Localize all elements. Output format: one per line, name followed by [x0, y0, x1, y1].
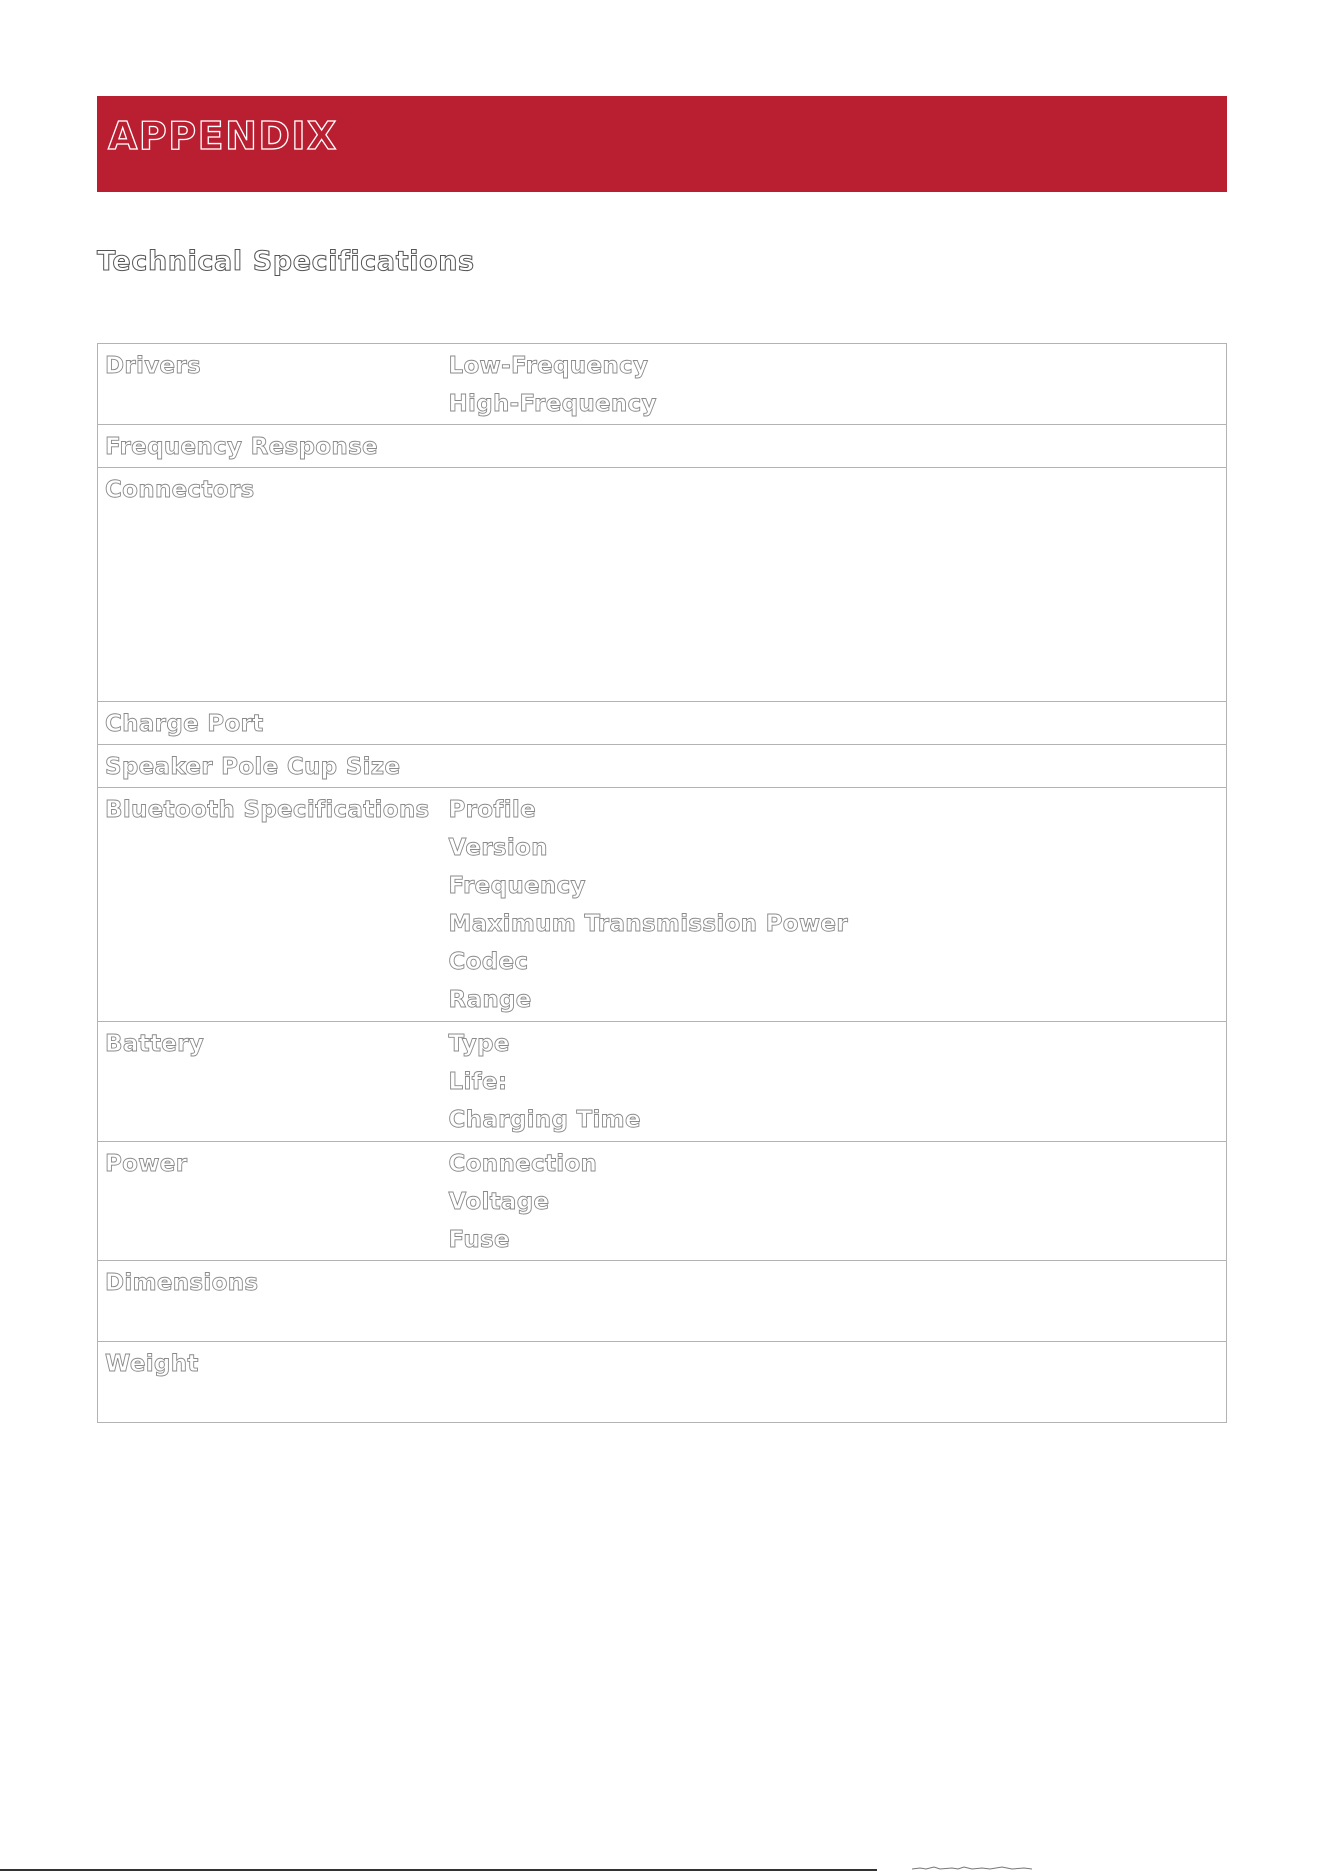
- spec-value-cell: [449, 788, 1227, 1022]
- spec-label: Connectors: [105, 477, 255, 503]
- spec-label-cell: [98, 702, 449, 745]
- spec-label-cell: [98, 344, 449, 425]
- spec-label: Speaker Pole Cup Size: [105, 754, 401, 780]
- spec-label: Charge Port: [105, 711, 264, 737]
- spec-label: Dimensions: [105, 1270, 259, 1296]
- spec-value-cell: [449, 745, 1227, 788]
- spec-item: Fuse: [448, 1227, 510, 1253]
- spec-row-connectors: [98, 468, 1227, 702]
- spec-row-power: [98, 1142, 1227, 1261]
- spec-row-weight: [98, 1342, 1227, 1423]
- spec-value-cell: [449, 425, 1227, 468]
- spec-label: Frequency Response: [105, 434, 378, 460]
- spec-value-cell: [449, 1022, 1227, 1142]
- spec-value-cell: [449, 1342, 1227, 1423]
- spec-row-frequency-response: [98, 425, 1227, 468]
- spec-item: Low-Frequency: [448, 353, 649, 379]
- spec-value-cell: [449, 1142, 1227, 1261]
- spec-item: Type: [448, 1031, 510, 1057]
- spec-item: Profile: [448, 797, 536, 823]
- spec-value-cell: [449, 1261, 1227, 1342]
- spec-label-cell: [98, 1142, 449, 1261]
- spec-row-speaker-pole-cup-size: [98, 745, 1227, 788]
- spec-table: [97, 343, 1227, 1423]
- spec-items: [449, 1142, 1227, 1259]
- section-title: Technical Specifications: [97, 246, 475, 277]
- spec-label: Battery: [105, 1031, 205, 1057]
- spec-label-cell: [98, 745, 449, 788]
- spec-label-cell: [98, 788, 449, 1022]
- spec-item: Codec: [448, 949, 529, 975]
- spec-row-drivers: [98, 344, 1227, 425]
- spec-items: [449, 1022, 1227, 1139]
- spec-label: Weight: [105, 1351, 199, 1377]
- appendix-banner: [97, 96, 1227, 192]
- spec-label: Drivers: [105, 353, 202, 379]
- spec-value-cell: [449, 344, 1227, 425]
- spec-item: High-Frequency: [448, 391, 657, 417]
- banner-title: APPENDIX: [108, 114, 338, 158]
- spec-row-bluetooth: [98, 788, 1227, 1022]
- spec-label-cell: [98, 1342, 449, 1423]
- spec-item: Version: [448, 835, 548, 861]
- spec-row-battery: [98, 1022, 1227, 1142]
- spec-label: Bluetooth Specifications: [105, 797, 430, 823]
- spec-value-cell: [449, 468, 1227, 702]
- spec-label: Power: [105, 1151, 188, 1177]
- footer-rule: [0, 1869, 877, 1871]
- spec-items: [449, 344, 1227, 423]
- spec-item: Range: [448, 987, 532, 1013]
- spec-items: [449, 788, 1227, 1019]
- spec-value-cell: [449, 702, 1227, 745]
- spec-item: Maximum Transmission Power: [448, 911, 848, 937]
- spec-item: Connection: [448, 1151, 598, 1177]
- spec-label-cell: [98, 468, 449, 702]
- spec-label-cell: [98, 425, 449, 468]
- spec-row-dimensions: [98, 1261, 1227, 1342]
- spec-item: Voltage: [448, 1189, 550, 1215]
- spec-item: Life:: [448, 1069, 508, 1095]
- spec-item: Charging Time: [448, 1107, 641, 1133]
- spec-row-charge-port: [98, 702, 1227, 745]
- footer-print-mark: [912, 1866, 1032, 1870]
- spec-label-cell: [98, 1022, 449, 1142]
- spec-item: Frequency: [448, 873, 586, 899]
- spec-label-cell: [98, 1261, 449, 1342]
